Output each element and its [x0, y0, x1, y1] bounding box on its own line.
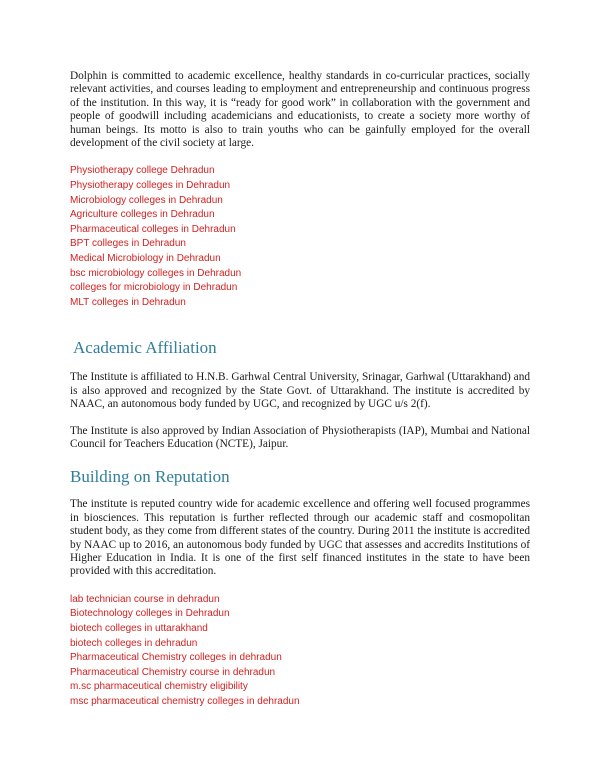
- course-link[interactable]: bsc microbiology colleges in Dehradun: [70, 267, 242, 279]
- course-links-list: [70, 164, 530, 310]
- course-link[interactable]: biotech colleges in uttarakhand: [70, 623, 208, 635]
- course-link[interactable]: lab technician course in dehradun: [70, 593, 220, 605]
- course-link[interactable]: Pharmaceutical Chemistry course in dehradun: [70, 666, 276, 678]
- course-link[interactable]: colleges for microbiology in Dehradun: [70, 282, 238, 294]
- course-link[interactable]: Pharmaceutical Chemistry colleges in dehradun: [70, 652, 282, 664]
- course-link[interactable]: m.sc pharmaceutical chemistry eligibility: [70, 681, 248, 693]
- biotech-links-list: [70, 593, 530, 710]
- list-item: [70, 252, 530, 267]
- course-link[interactable]: Pharmaceutical colleges in Dehradun: [70, 223, 236, 235]
- list-item: [70, 666, 530, 681]
- course-link[interactable]: Medical Microbiology in Dehradun: [70, 253, 221, 264]
- affiliation-paragraph: The Institute is affiliated to H.N.B. Garhwal Central University, Srinagar, Garhwal (Uttarakhand) and is also approved and recognized by the State Govt. of Uttarakhand. The institute is accredited by NAAC, an autonomous body funded by UGC, and recognized by UGC u/s 2(f).: [70, 371, 530, 411]
- list-item: [70, 179, 530, 194]
- academic-affiliation-heading: Academic Affiliation: [73, 338, 217, 358]
- list-item: [70, 164, 530, 179]
- course-link[interactable]: msc pharmaceutical chemistry colleges in dehradun: [70, 696, 300, 707]
- list-item: [70, 267, 530, 282]
- course-link[interactable]: Microbiology colleges in Dehradun: [70, 194, 223, 206]
- list-item: [70, 223, 530, 238]
- approval-paragraph: The Institute is also approved by Indian Association of Physiotherapists (IAP), Mumbai and National Council for Teachers Education (NCTE), Jaipur.: [70, 424, 530, 450]
- list-item: [70, 208, 530, 223]
- list-item: [70, 637, 530, 652]
- course-link[interactable]: MLT colleges in Dehradun: [70, 296, 186, 308]
- course-link[interactable]: Biotechnology colleges in Dehradun: [70, 608, 230, 620]
- course-link[interactable]: Agriculture colleges in Dehradun: [70, 209, 215, 221]
- list-item: [70, 651, 530, 666]
- course-link[interactable]: BPT colleges in Dehradun: [70, 238, 186, 250]
- list-item: [70, 237, 530, 252]
- list-item: [70, 194, 530, 209]
- building-on-reputation-heading: Building on Reputation: [70, 467, 230, 487]
- course-link[interactable]: Physiotherapy college Dehradun: [70, 165, 215, 177]
- list-item: [70, 680, 530, 695]
- course-link[interactable]: Physiotherapy colleges in Dehradun: [70, 180, 231, 192]
- list-item: [70, 695, 530, 710]
- list-item: [70, 281, 530, 296]
- course-link[interactable]: biotech colleges in dehradun: [70, 637, 198, 649]
- list-item: [70, 593, 530, 608]
- intro-paragraph: Dolphin is committed to academic excellence, healthy standards in co-curricular practices, socially relevant activities, and courses leading to employment and entrepreneurship and continuous progress of the institution. In this way, it is “ready for good work” in collaboration with the government and people of goodwill including academicians and educationists, to create a society more worthy of human beings. Its motto is also to train youths who can be gainfully employed for the overall development of the civil society at large.: [70, 70, 530, 150]
- reputation-paragraph: The institute is reputed country wide for academic excellence and offering well focused programmes in biosciences. This reputation is further reflected through our academic staff and cosmopolitan student body, as they come from different states of the country. During 2011 the institute is accredited by NAAC up to 2016, an autonomous body funded by UGC that assesses and accredits Institutions of Higher Education in India. It is one of the first self financed institutes in the state to have been provided with this accreditation.: [70, 498, 530, 578]
- list-item: [70, 622, 530, 637]
- list-item: [70, 607, 530, 622]
- list-item: [70, 296, 530, 311]
